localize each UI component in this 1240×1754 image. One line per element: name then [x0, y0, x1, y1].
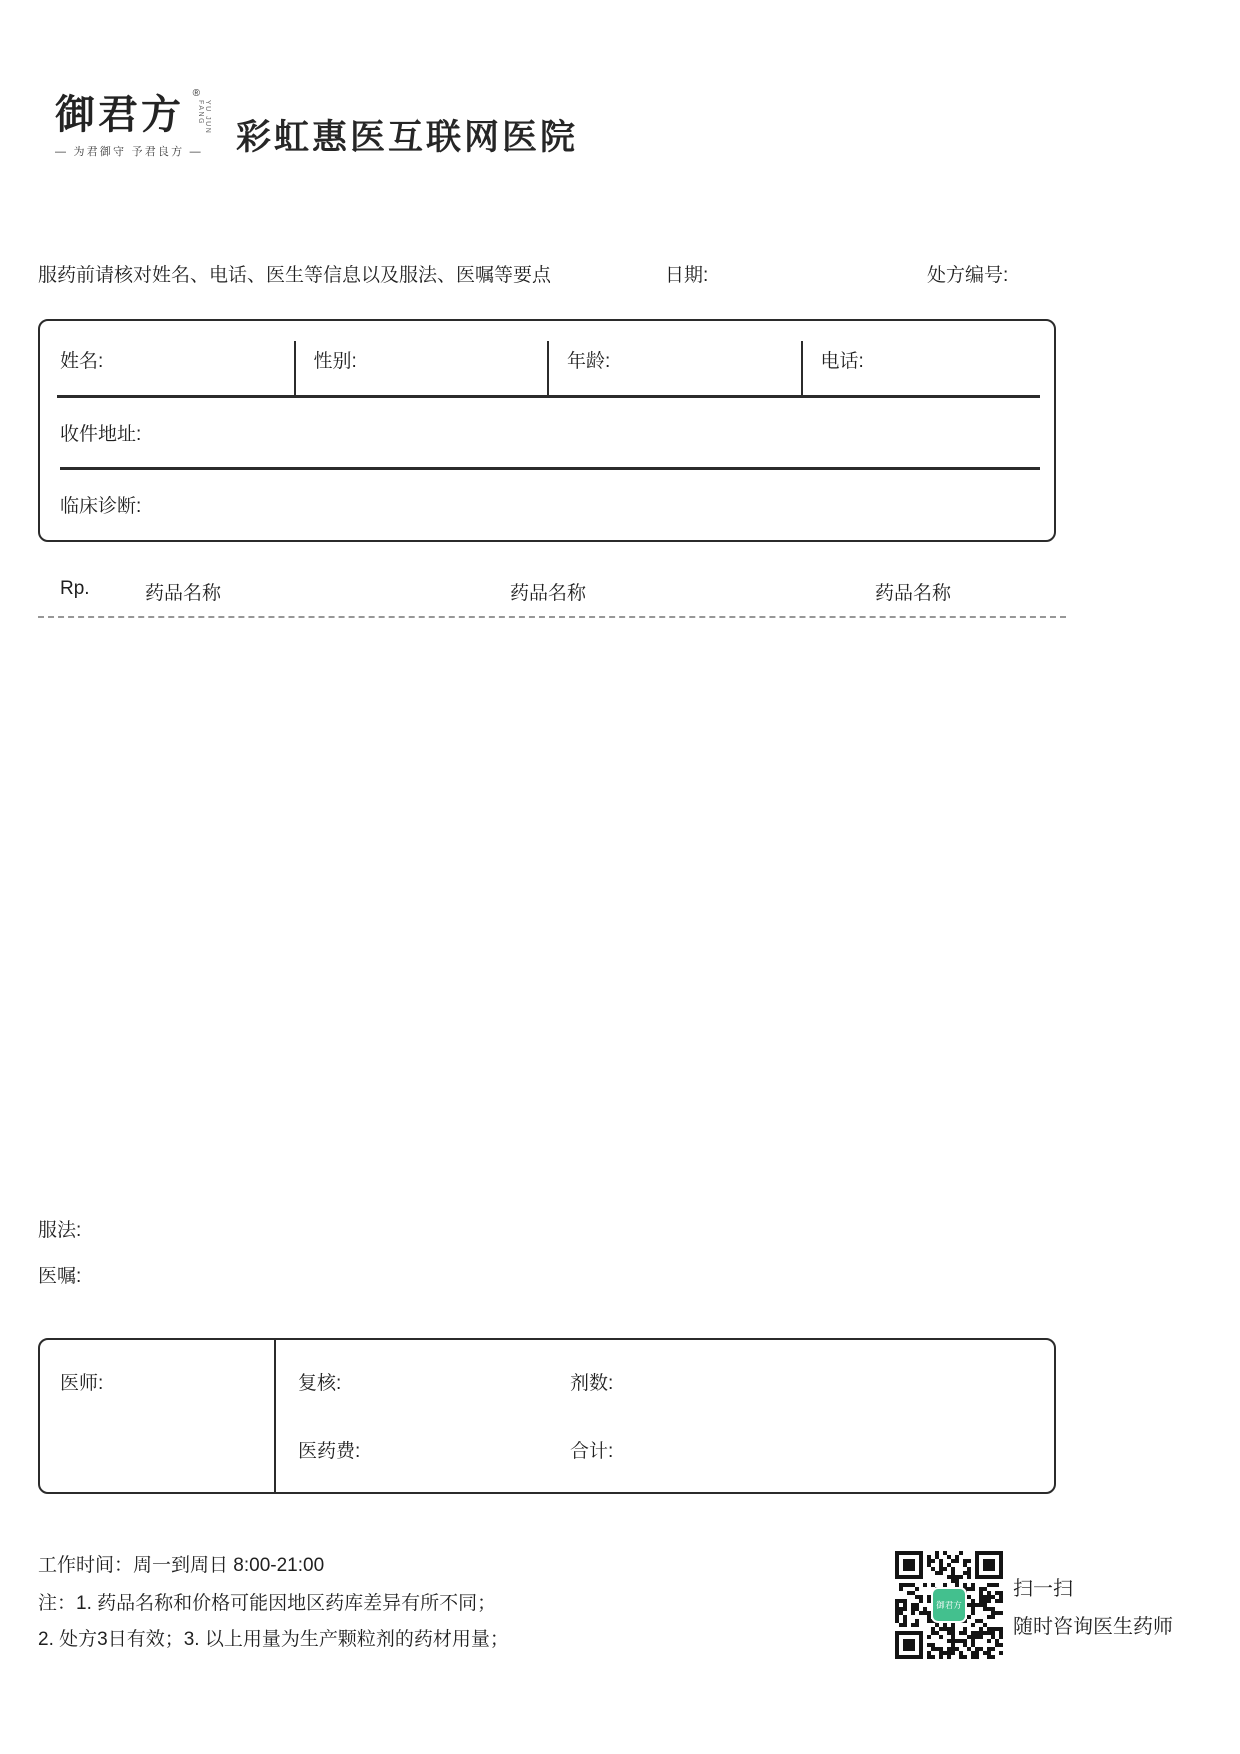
name-field — [40, 321, 294, 397]
svg-text:御君方: 御君方 — [936, 1600, 962, 1610]
age-label: 年龄: — [567, 350, 611, 372]
footer-note-line-2: 2. 处方3日有效；3. 以上用量为生产颗粒剂的药材用量； — [38, 1629, 509, 1650]
doctor-advice-label: 医嘱: — [38, 1266, 82, 1287]
brand-logo: 御君方 — [55, 91, 184, 138]
doctor-label: 医师: — [60, 1373, 104, 1394]
column-divider-line — [274, 1340, 276, 1492]
drug-name-column-header: 药品名称 — [875, 583, 952, 604]
diagnosis-label: 临床诊断: — [60, 496, 142, 517]
name-label: 姓名: — [60, 350, 104, 372]
rx-header-row — [38, 578, 1066, 604]
scan-subtitle: 随时咨询医生药师 — [1013, 1616, 1173, 1638]
qr-code — [895, 1551, 1003, 1659]
gender-label: 性别: — [313, 350, 357, 372]
rx-number-label: 处方编号: — [927, 265, 1009, 286]
phone-label: 电话: — [820, 350, 864, 372]
date-label: 日期: — [665, 265, 709, 286]
signature-box — [38, 1338, 1056, 1494]
usage-method-label: 服法: — [38, 1220, 82, 1241]
hospital-name-title: 彩虹惠医互联网医院 — [236, 118, 579, 157]
notice-row — [38, 260, 1202, 290]
registered-trademark-icon: ® — [192, 88, 200, 99]
brand-block — [55, 88, 225, 159]
brand-logo-romanized: YU JUN FANG — [197, 100, 211, 135]
dashed-separator — [38, 616, 1066, 618]
footer-note-line-1: 注：1. 药品名称和价格可能因地区药库差异有所不同； — [38, 1593, 497, 1614]
verification-notice: 服药前请核对姓名、电话、医生等信息以及服法、医嘱等要点 — [38, 265, 552, 286]
age-field — [547, 321, 801, 397]
diagnosis-field — [40, 469, 1054, 540]
scan-title: 扫一扫 — [1013, 1578, 1073, 1600]
patient-info-box — [38, 319, 1056, 542]
reviewer-label: 复核: — [298, 1373, 342, 1394]
patient-row-basic — [40, 321, 1054, 397]
phone-field — [801, 321, 1055, 397]
address-label: 收件地址: — [60, 423, 142, 445]
medicine-fee-label: 医药费: — [298, 1441, 361, 1462]
total-label: 合计: — [570, 1441, 614, 1462]
gender-field — [294, 321, 548, 397]
address-field — [40, 397, 1054, 467]
drug-name-column-header: 药品名称 — [510, 583, 587, 604]
brand-tagline: — 为君御守 予君良方 — — [55, 146, 203, 158]
working-hours-text: 工作时间：周一到周日 8:00-21:00 — [38, 1555, 325, 1576]
rp-label: Rp. — [60, 578, 90, 599]
doses-label: 剂数: — [570, 1373, 614, 1394]
drug-name-column-header: 药品名称 — [145, 583, 222, 604]
